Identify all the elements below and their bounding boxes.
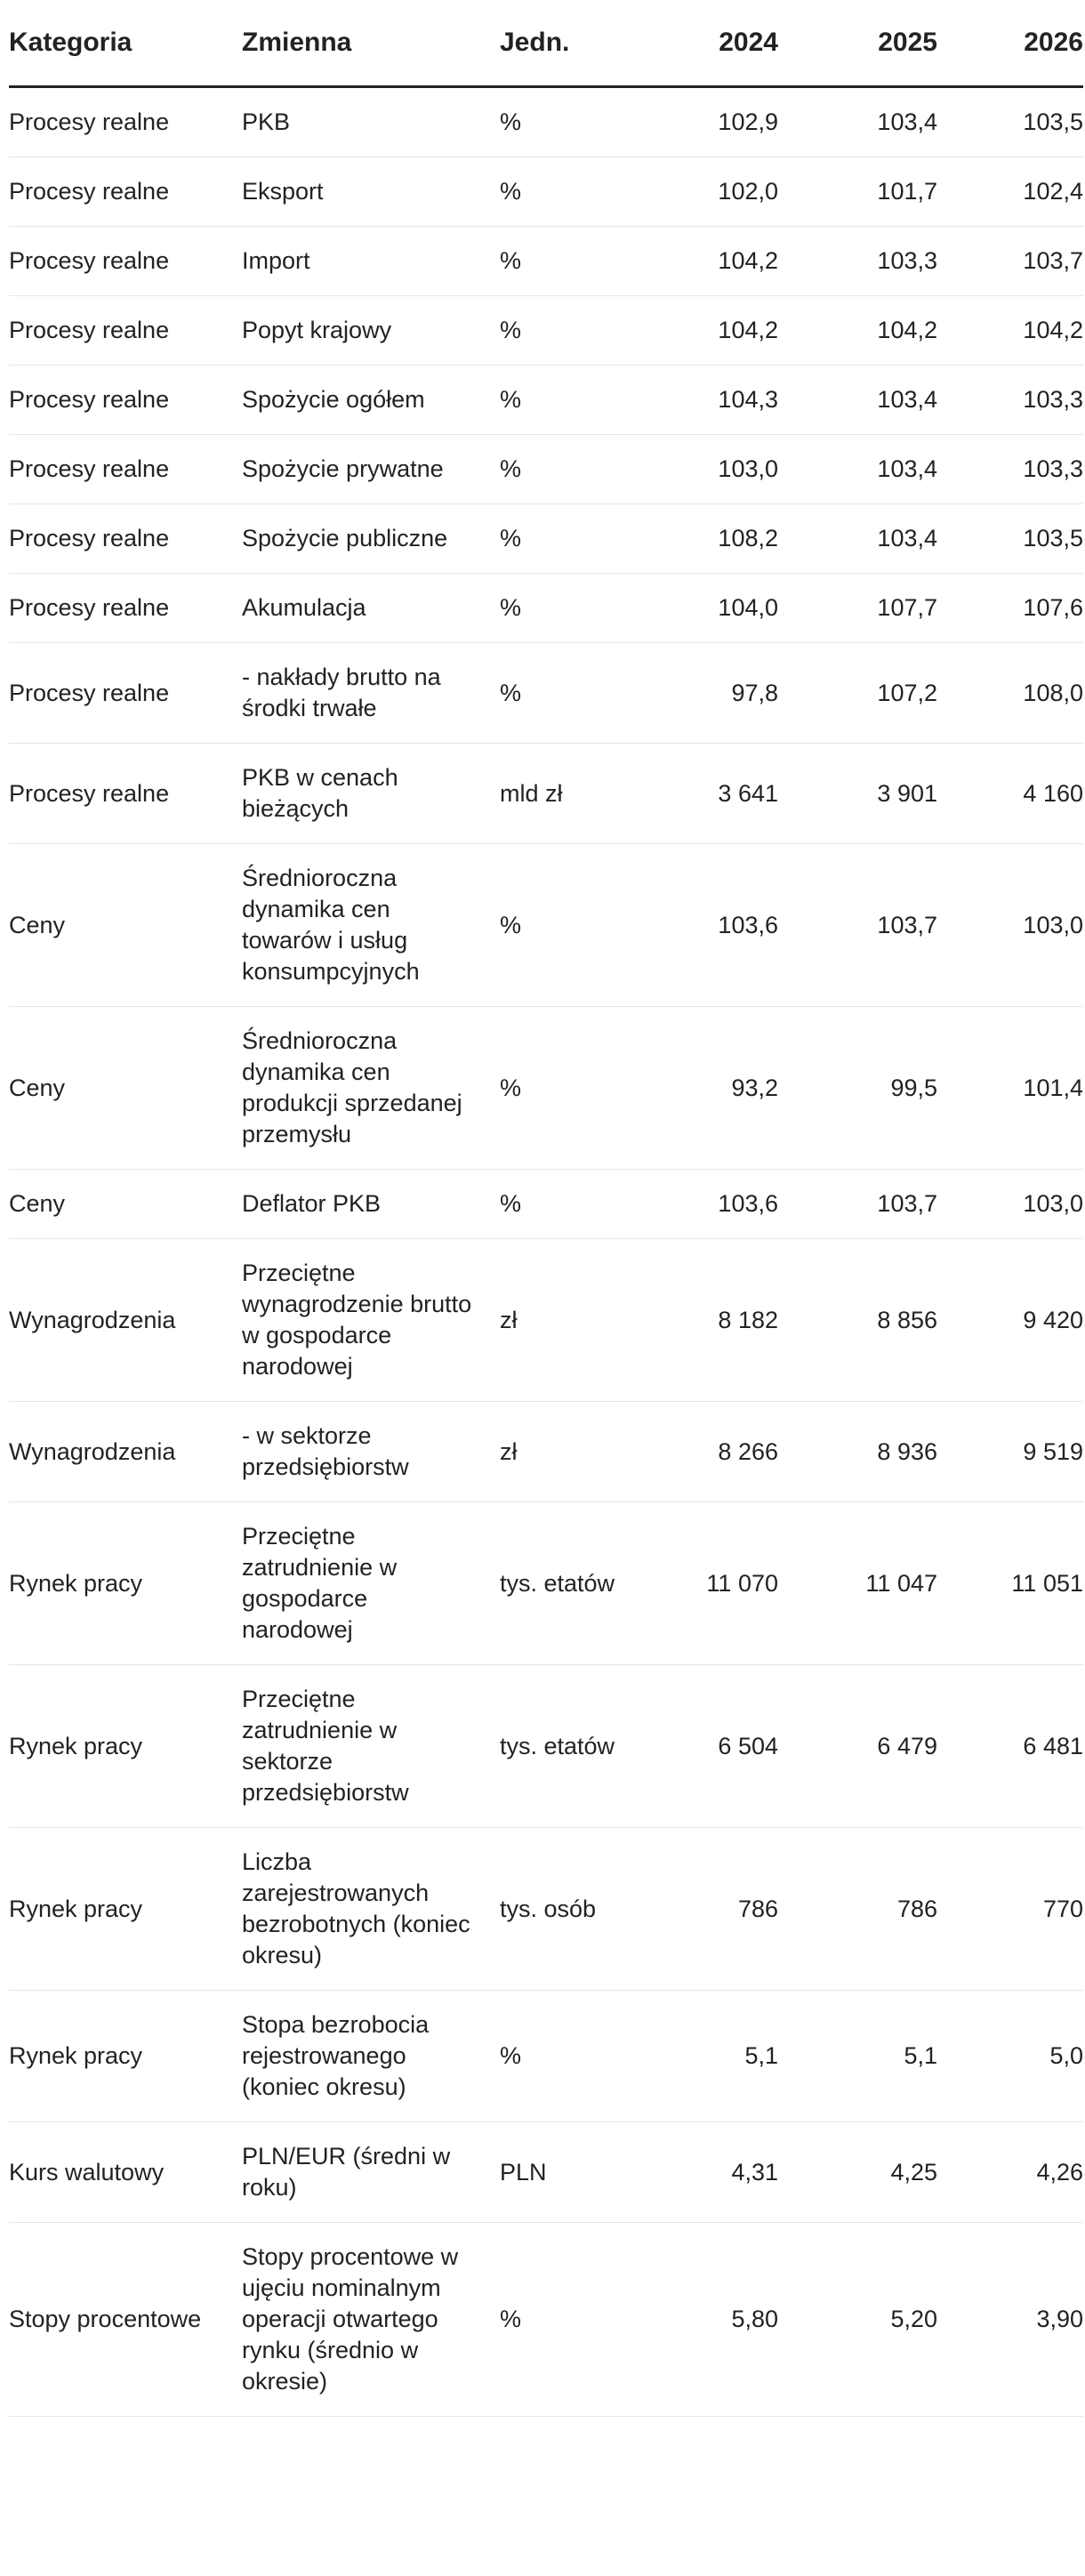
cell-category: Procesy realne (9, 435, 242, 504)
cell-unit: zł (500, 1402, 639, 1502)
table-row (9, 2122, 1083, 2223)
cell-unit: % (500, 504, 639, 574)
cell-2026: 5,0 (937, 1991, 1083, 2122)
cell-2025: 6 479 (778, 1665, 937, 1828)
cell-category: Procesy realne (9, 744, 242, 844)
cell-unit: % (500, 87, 639, 157)
cell-variable: Przeciętne wynagrodzenie brutto w gospodarce narodowej (242, 1239, 500, 1402)
cell-2024: 103,0 (639, 435, 778, 504)
cell-unit: tys. etatów (500, 1502, 639, 1665)
cell-category: Ceny (9, 1007, 242, 1170)
column-header-category: Kategoria (9, 0, 242, 87)
cell-variable: Spożycie prywatne (242, 435, 500, 504)
cell-2026: 11 051 (937, 1502, 1083, 1665)
cell-variable: Eksport (242, 157, 500, 227)
table-row (9, 296, 1083, 366)
cell-2025: 104,2 (778, 296, 937, 366)
table-row (9, 643, 1083, 744)
cell-2024: 108,2 (639, 504, 778, 574)
column-header-unit: Jedn. (500, 0, 639, 87)
cell-unit: mld zł (500, 744, 639, 844)
table-row (9, 1239, 1083, 1402)
cell-category: Procesy realne (9, 643, 242, 744)
cell-variable: Akumulacja (242, 574, 500, 643)
table-row (9, 744, 1083, 844)
header-row (9, 0, 1083, 87)
table-row (9, 1007, 1083, 1170)
cell-2024: 93,2 (639, 1007, 778, 1170)
cell-unit: % (500, 643, 639, 744)
cell-2024: 8 266 (639, 1402, 778, 1502)
cell-2024: 6 504 (639, 1665, 778, 1828)
cell-unit: % (500, 844, 639, 1007)
cell-2025: 4,25 (778, 2122, 937, 2223)
cell-2025: 99,5 (778, 1007, 937, 1170)
column-header-2026: 2026 (937, 0, 1083, 87)
cell-unit: tys. etatów (500, 1665, 639, 1828)
cell-category: Procesy realne (9, 87, 242, 157)
cell-category: Procesy realne (9, 296, 242, 366)
cell-2024: 786 (639, 1828, 778, 1991)
cell-2026: 103,0 (937, 844, 1083, 1007)
cell-unit: tys. osób (500, 1828, 639, 1991)
cell-2025: 103,4 (778, 366, 937, 435)
cell-category: Ceny (9, 844, 242, 1007)
cell-variable: Średnioroczna dynamika cen towarów i usług konsumpcyjnych (242, 844, 500, 1007)
cell-category: Procesy realne (9, 227, 242, 296)
cell-category: Procesy realne (9, 157, 242, 227)
cell-2024: 103,6 (639, 844, 778, 1007)
table-row (9, 1170, 1083, 1239)
cell-variable: Spożycie ogółem (242, 366, 500, 435)
cell-category: Kurs walutowy (9, 2122, 242, 2223)
cell-variable: PLN/EUR (średni w roku) (242, 2122, 500, 2223)
cell-2026: 107,6 (937, 574, 1083, 643)
cell-variable: Spożycie publiczne (242, 504, 500, 574)
cell-2024: 102,0 (639, 157, 778, 227)
cell-variable: - nakłady brutto na środki trwałe (242, 643, 500, 744)
cell-category: Procesy realne (9, 366, 242, 435)
cell-2026: 101,4 (937, 1007, 1083, 1170)
cell-2026: 4,26 (937, 2122, 1083, 2223)
cell-2026: 6 481 (937, 1665, 1083, 1828)
cell-category: Wynagrodzenia (9, 1402, 242, 1502)
cell-variable: PKB w cenach bieżących (242, 744, 500, 844)
cell-unit: % (500, 1991, 639, 2122)
cell-2025: 3 901 (778, 744, 937, 844)
column-header-variable: Zmienna (242, 0, 500, 87)
cell-2024: 102,9 (639, 87, 778, 157)
cell-category: Rynek pracy (9, 1991, 242, 2122)
table-row (9, 366, 1083, 435)
table-row (9, 1402, 1083, 1502)
table-row (9, 1665, 1083, 1828)
cell-unit: PLN (500, 2122, 639, 2223)
cell-2026: 104,2 (937, 296, 1083, 366)
cell-2025: 107,7 (778, 574, 937, 643)
cell-variable: Import (242, 227, 500, 296)
cell-category: Rynek pracy (9, 1502, 242, 1665)
cell-2026: 4 160 (937, 744, 1083, 844)
cell-2025: 103,7 (778, 844, 937, 1007)
cell-unit: % (500, 435, 639, 504)
cell-2025: 5,20 (778, 2223, 937, 2417)
cell-category: Rynek pracy (9, 1665, 242, 1828)
cell-2025: 5,1 (778, 1991, 937, 2122)
cell-2024: 11 070 (639, 1502, 778, 1665)
cell-2025: 101,7 (778, 157, 937, 227)
cell-variable: Przeciętne zatrudnienie w gospodarce narodowej (242, 1502, 500, 1665)
cell-unit: % (500, 2223, 639, 2417)
table-row (9, 2223, 1083, 2417)
column-header-2024: 2024 (639, 0, 778, 87)
cell-variable: Liczba zarejestrowanych bezrobotnych (koniec okresu) (242, 1828, 500, 1991)
table-row (9, 435, 1083, 504)
cell-2026: 103,5 (937, 504, 1083, 574)
cell-category: Ceny (9, 1170, 242, 1239)
cell-2025: 8 856 (778, 1239, 937, 1402)
cell-2024: 5,80 (639, 2223, 778, 2417)
cell-2026: 103,7 (937, 227, 1083, 296)
cell-2025: 103,4 (778, 435, 937, 504)
cell-unit: % (500, 296, 639, 366)
cell-unit: % (500, 1007, 639, 1170)
cell-2026: 770 (937, 1828, 1083, 1991)
table-row (9, 844, 1083, 1007)
column-header-2025: 2025 (778, 0, 937, 87)
cell-category: Procesy realne (9, 574, 242, 643)
cell-variable: - w sektorze przedsiębiorstw (242, 1402, 500, 1502)
cell-category: Stopy procentowe (9, 2223, 242, 2417)
cell-2026: 9 420 (937, 1239, 1083, 1402)
table-row (9, 87, 1083, 157)
cell-variable: Deflator PKB (242, 1170, 500, 1239)
cell-variable: Średnioroczna dynamika cen produkcji sprzedanej przemysłu (242, 1007, 500, 1170)
cell-2025: 786 (778, 1828, 937, 1991)
cell-2025: 8 936 (778, 1402, 937, 1502)
cell-2025: 11 047 (778, 1502, 937, 1665)
cell-variable: Przeciętne zatrudnienie w sektorze przedsiębiorstw (242, 1665, 500, 1828)
table-row (9, 574, 1083, 643)
cell-2024: 104,2 (639, 296, 778, 366)
cell-variable: Stopa bezrobocia rejestrowanego (koniec okresu) (242, 1991, 500, 2122)
cell-unit: % (500, 366, 639, 435)
cell-2025: 103,3 (778, 227, 937, 296)
forecast-table (9, 0, 1083, 2417)
cell-category: Rynek pracy (9, 1828, 242, 1991)
cell-2025: 103,7 (778, 1170, 937, 1239)
cell-unit: zł (500, 1239, 639, 1402)
cell-2026: 3,90 (937, 2223, 1083, 2417)
cell-unit: % (500, 227, 639, 296)
cell-2025: 103,4 (778, 87, 937, 157)
cell-2024: 104,2 (639, 227, 778, 296)
table-row (9, 1991, 1083, 2122)
cell-2026: 102,4 (937, 157, 1083, 227)
cell-category: Wynagrodzenia (9, 1239, 242, 1402)
cell-2024: 3 641 (639, 744, 778, 844)
cell-2024: 104,0 (639, 574, 778, 643)
table-row (9, 504, 1083, 574)
cell-unit: % (500, 574, 639, 643)
cell-2024: 4,31 (639, 2122, 778, 2223)
table-row (9, 157, 1083, 227)
cell-2026: 108,0 (937, 643, 1083, 744)
table-header (9, 0, 1083, 87)
cell-2025: 103,4 (778, 504, 937, 574)
cell-2024: 104,3 (639, 366, 778, 435)
cell-2026: 103,3 (937, 366, 1083, 435)
cell-unit: % (500, 157, 639, 227)
cell-2026: 103,5 (937, 87, 1083, 157)
cell-variable: PKB (242, 87, 500, 157)
cell-2024: 5,1 (639, 1991, 778, 2122)
table-row (9, 1828, 1083, 1991)
table-row (9, 227, 1083, 296)
cell-category: Procesy realne (9, 504, 242, 574)
cell-2025: 107,2 (778, 643, 937, 744)
cell-variable: Popyt krajowy (242, 296, 500, 366)
cell-variable: Stopy procentowe w ujęciu nominalnym operacji otwartego rynku (średnio w okresie) (242, 2223, 500, 2417)
cell-2024: 8 182 (639, 1239, 778, 1402)
cell-2024: 97,8 (639, 643, 778, 744)
cell-unit: % (500, 1170, 639, 1239)
cell-2024: 103,6 (639, 1170, 778, 1239)
cell-2026: 103,0 (937, 1170, 1083, 1239)
cell-2026: 9 519 (937, 1402, 1083, 1502)
table-row (9, 1502, 1083, 1665)
cell-2026: 103,3 (937, 435, 1083, 504)
table-body (9, 87, 1083, 2417)
